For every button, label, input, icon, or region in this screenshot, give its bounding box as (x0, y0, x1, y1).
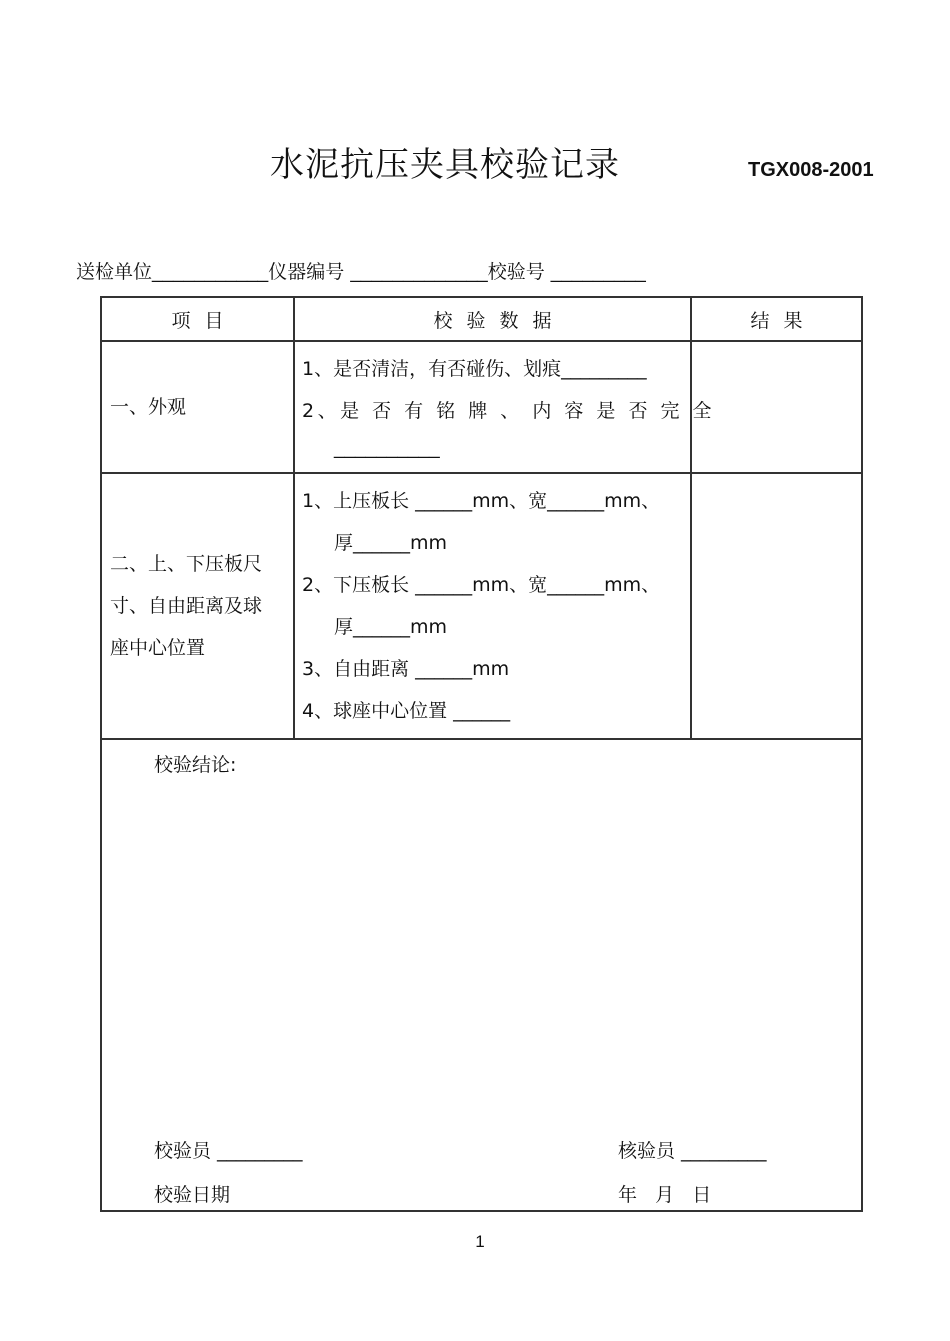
number-blank[interactable]: _________ (550, 262, 646, 283)
date-label: 校验日期 (154, 1184, 231, 1206)
conclusion-label: 校验结论: (154, 754, 237, 776)
item-line: 二、上、下压板尺 (110, 553, 263, 575)
inspection-table (100, 296, 863, 1212)
data-line[interactable]: 厚______mm (334, 532, 448, 554)
data-line[interactable]: 1、是否清洁，有否碰伤、划痕_________ (302, 358, 647, 380)
document-code: TGX008-2001 (748, 159, 874, 181)
header-result: 结果 (691, 297, 862, 341)
item-line: 寸、自由距离及球 (110, 595, 263, 617)
document-title: 水泥抗压夹具校验记录 (270, 145, 620, 185)
result-appearance[interactable] (691, 341, 862, 473)
data-appearance (294, 341, 716, 473)
table-row-conclusion (101, 739, 862, 1211)
data-line[interactable]: 2、是 否 有 铭 牌 、 内 容 是 否 完 全 (302, 400, 716, 422)
page-number: 1 (475, 1232, 485, 1251)
header-item: 项目 (101, 297, 294, 341)
data-line[interactable]: 1、上压板长 ______mm、宽______mm、 (302, 490, 661, 512)
number-label: 校验号 (487, 261, 545, 283)
inspector-field[interactable]: 校验员 _________ (154, 1140, 303, 1162)
data-line[interactable]: 4、球座中心位置 ______ (302, 700, 511, 722)
submission-info-line (76, 258, 876, 287)
conclusion-cell[interactable] (101, 739, 862, 1211)
table-row-appearance (101, 341, 862, 473)
instrument-blank[interactable]: _____________ (350, 262, 488, 283)
data-line[interactable]: 3、自由距离 ______mm (302, 658, 510, 680)
item-appearance: 一、外观 (101, 341, 294, 473)
table-header-row (101, 297, 862, 341)
data-line[interactable]: __________ (334, 438, 440, 459)
item-line: 座中心位置 (110, 637, 206, 659)
data-line[interactable]: 厚______mm (334, 616, 448, 638)
item-dimensions (101, 473, 294, 739)
result-dimensions[interactable] (691, 473, 862, 739)
data-dimensions (294, 473, 691, 739)
unit-blank[interactable]: ___________ (152, 262, 269, 283)
date-fields[interactable]: 年 月 日 (618, 1184, 712, 1206)
instrument-label: 仪器编号 (268, 261, 345, 283)
header-data: 校验数据 (294, 297, 691, 341)
table-row-dimensions (101, 473, 862, 739)
data-line[interactable]: 2、下压板长 ______mm、宽______mm、 (302, 574, 661, 596)
unit-label: 送检单位 (76, 261, 153, 283)
checker-field[interactable]: 核验员 _________ (618, 1140, 767, 1162)
